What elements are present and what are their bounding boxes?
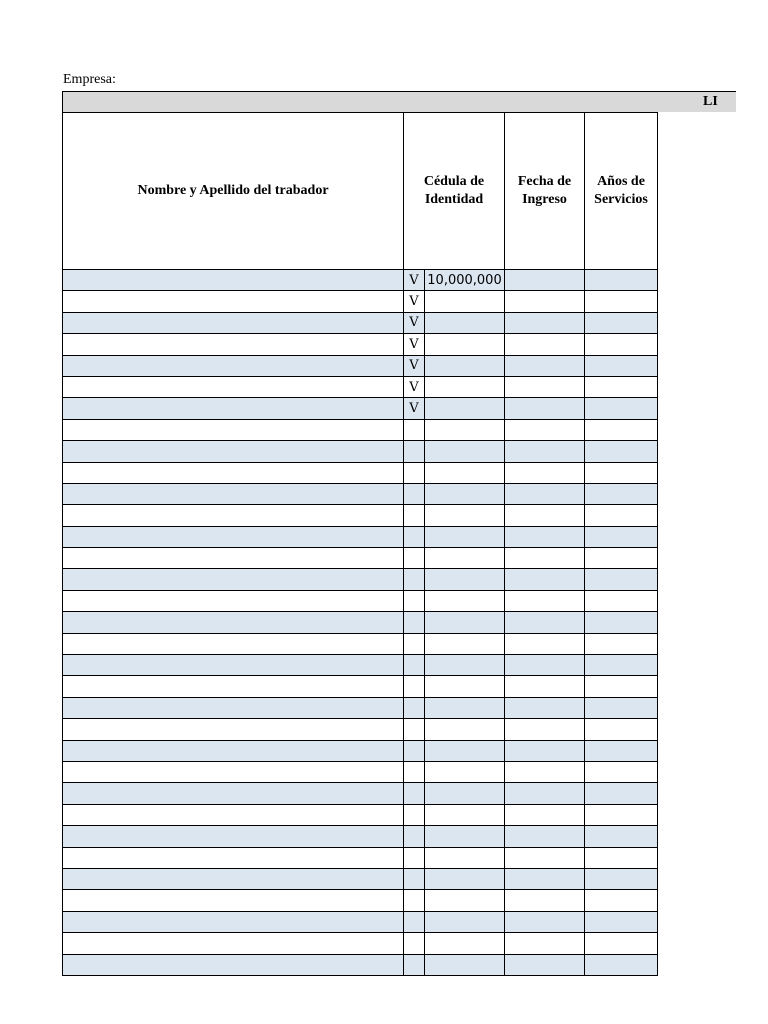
- cell-nombre[interactable]: [63, 548, 404, 569]
- cell-nombre[interactable]: [63, 761, 404, 782]
- cell-cedula[interactable]: [425, 334, 505, 355]
- table-row: [63, 655, 658, 676]
- table-row: [63, 569, 658, 590]
- cell-nacionalidad[interactable]: [404, 569, 425, 590]
- cell-cedula[interactable]: [425, 868, 505, 889]
- cell-fecha-ingreso[interactable]: [505, 441, 585, 462]
- cell-fecha-ingreso[interactable]: [505, 633, 585, 654]
- cell-nacionalidad[interactable]: V: [404, 355, 425, 376]
- table-row: [63, 419, 658, 440]
- cell-anos-servicio[interactable]: [585, 847, 658, 868]
- cell-cedula[interactable]: [425, 676, 505, 697]
- table-row: [63, 633, 658, 654]
- table-row: [63, 740, 658, 761]
- table-row: [63, 526, 658, 547]
- cell-nacionalidad[interactable]: [404, 419, 425, 440]
- cell-fecha-ingreso[interactable]: [505, 270, 585, 291]
- cell-fecha-ingreso[interactable]: [505, 847, 585, 868]
- cell-cedula[interactable]: [425, 548, 505, 569]
- table-row: [63, 676, 658, 697]
- cell-nombre[interactable]: [63, 312, 404, 333]
- cell-anos-servicio[interactable]: [585, 312, 658, 333]
- cell-anos-servicio[interactable]: [585, 612, 658, 633]
- cell-nombre[interactable]: [63, 334, 404, 355]
- col-header-anos: Años de Servicios: [585, 113, 658, 270]
- cell-nacionalidad[interactable]: [404, 890, 425, 911]
- cell-anos-servicio[interactable]: [585, 505, 658, 526]
- cell-nombre[interactable]: [63, 398, 404, 419]
- cell-anos-servicio[interactable]: [585, 526, 658, 547]
- col-header-cedula: Cédula de Identidad: [404, 113, 505, 270]
- table-row: [63, 590, 658, 611]
- cell-fecha-ingreso[interactable]: [505, 419, 585, 440]
- cell-cedula[interactable]: [425, 783, 505, 804]
- cell-fecha-ingreso[interactable]: [505, 719, 585, 740]
- table-body: [63, 270, 658, 976]
- cell-nacionalidad[interactable]: [404, 462, 425, 483]
- cell-fecha-ingreso[interactable]: [505, 826, 585, 847]
- cell-anos-servicio[interactable]: [585, 419, 658, 440]
- cell-nacionalidad[interactable]: [404, 676, 425, 697]
- cell-cedula[interactable]: [425, 826, 505, 847]
- cell-nombre[interactable]: [63, 933, 404, 954]
- table-row: [63, 890, 658, 911]
- cell-fecha-ingreso[interactable]: [505, 933, 585, 954]
- cell-anos-servicio[interactable]: [585, 291, 658, 312]
- cell-cedula[interactable]: [425, 462, 505, 483]
- cell-nombre[interactable]: [63, 847, 404, 868]
- cell-cedula[interactable]: [425, 804, 505, 825]
- cell-cedula[interactable]: [425, 612, 505, 633]
- cell-fecha-ingreso[interactable]: [505, 291, 585, 312]
- cell-nacionalidad[interactable]: V: [404, 270, 425, 291]
- cell-nacionalidad[interactable]: [404, 483, 425, 504]
- cell-anos-servicio[interactable]: [585, 954, 658, 975]
- cell-fecha-ingreso[interactable]: [505, 398, 585, 419]
- cell-anos-servicio[interactable]: [585, 933, 658, 954]
- cell-nacionalidad[interactable]: [404, 697, 425, 718]
- cell-nombre[interactable]: [63, 826, 404, 847]
- cell-nombre[interactable]: [63, 697, 404, 718]
- cell-anos-servicio[interactable]: [585, 376, 658, 397]
- cell-anos-servicio[interactable]: [585, 355, 658, 376]
- cell-anos-servicio[interactable]: [585, 676, 658, 697]
- cell-fecha-ingreso[interactable]: [505, 462, 585, 483]
- cell-nombre[interactable]: [63, 419, 404, 440]
- cell-fecha-ingreso[interactable]: [505, 740, 585, 761]
- cell-nombre[interactable]: [63, 291, 404, 312]
- cell-nombre[interactable]: [63, 462, 404, 483]
- cell-fecha-ingreso[interactable]: [505, 334, 585, 355]
- cell-fecha-ingreso[interactable]: [505, 868, 585, 889]
- cell-nacionalidad[interactable]: [404, 526, 425, 547]
- cell-cedula[interactable]: [425, 419, 505, 440]
- cell-cedula[interactable]: 10,000,000: [425, 270, 505, 291]
- table-row: [63, 868, 658, 889]
- cell-fecha-ingreso[interactable]: [505, 612, 585, 633]
- table-row: [63, 612, 658, 633]
- table-row: [63, 548, 658, 569]
- cell-cedula[interactable]: [425, 719, 505, 740]
- cell-nombre[interactable]: [63, 868, 404, 889]
- table-row: [63, 826, 658, 847]
- cell-nacionalidad[interactable]: [404, 633, 425, 654]
- cell-nombre[interactable]: [63, 719, 404, 740]
- table-row: [63, 441, 658, 462]
- cell-nacionalidad[interactable]: [404, 804, 425, 825]
- cell-cedula[interactable]: [425, 761, 505, 782]
- cell-cedula[interactable]: [425, 355, 505, 376]
- cell-nacionalidad[interactable]: [404, 719, 425, 740]
- cell-fecha-ingreso[interactable]: [505, 676, 585, 697]
- cell-anos-servicio[interactable]: [585, 868, 658, 889]
- cell-nombre[interactable]: [63, 526, 404, 547]
- table-row: [63, 312, 658, 333]
- cell-nacionalidad[interactable]: V: [404, 312, 425, 333]
- cell-nombre[interactable]: [63, 483, 404, 504]
- cell-anos-servicio[interactable]: [585, 462, 658, 483]
- cell-fecha-ingreso[interactable]: [505, 804, 585, 825]
- cell-fecha-ingreso[interactable]: [505, 761, 585, 782]
- cell-cedula[interactable]: [425, 655, 505, 676]
- cell-nombre[interactable]: [63, 655, 404, 676]
- cell-cedula[interactable]: [425, 441, 505, 462]
- cell-anos-servicio[interactable]: [585, 761, 658, 782]
- cell-fecha-ingreso[interactable]: [505, 483, 585, 504]
- cell-fecha-ingreso[interactable]: [505, 783, 585, 804]
- cell-nombre[interactable]: [63, 783, 404, 804]
- cell-nacionalidad[interactable]: [404, 655, 425, 676]
- cell-anos-servicio[interactable]: [585, 483, 658, 504]
- cell-cedula[interactable]: [425, 398, 505, 419]
- cell-anos-servicio[interactable]: [585, 633, 658, 654]
- cell-cedula[interactable]: [425, 954, 505, 975]
- table-row: [63, 355, 658, 376]
- col-header-nombre: Nombre y Apellido del trabador: [63, 113, 404, 270]
- banner-title: LI: [703, 94, 718, 109]
- cell-cedula[interactable]: [425, 911, 505, 932]
- cell-anos-servicio[interactable]: [585, 719, 658, 740]
- title-banner: [62, 91, 736, 112]
- table-row: [63, 761, 658, 782]
- cell-nacionalidad[interactable]: [404, 826, 425, 847]
- cell-nacionalidad[interactable]: [404, 441, 425, 462]
- cell-cedula[interactable]: [425, 483, 505, 504]
- cell-nombre[interactable]: [63, 569, 404, 590]
- cell-cedula[interactable]: [425, 933, 505, 954]
- cell-nombre[interactable]: [63, 270, 404, 291]
- table-row: [63, 505, 658, 526]
- table-row: [63, 398, 658, 419]
- cell-nombre[interactable]: [63, 676, 404, 697]
- table-row: [63, 933, 658, 954]
- table-row: [63, 334, 658, 355]
- cell-anos-servicio[interactable]: [585, 655, 658, 676]
- cell-nacionalidad[interactable]: [404, 505, 425, 526]
- cell-nacionalidad[interactable]: V: [404, 376, 425, 397]
- table-row: [63, 483, 658, 504]
- cell-nacionalidad[interactable]: [404, 612, 425, 633]
- cell-cedula[interactable]: [425, 291, 505, 312]
- table-row: [63, 291, 658, 312]
- cell-fecha-ingreso[interactable]: [505, 355, 585, 376]
- table-row: [63, 376, 658, 397]
- cell-fecha-ingreso[interactable]: [505, 505, 585, 526]
- cell-nombre[interactable]: [63, 890, 404, 911]
- cell-cedula[interactable]: [425, 847, 505, 868]
- cell-cedula[interactable]: [425, 569, 505, 590]
- cell-nombre[interactable]: [63, 441, 404, 462]
- cell-cedula[interactable]: [425, 526, 505, 547]
- cell-fecha-ingreso[interactable]: [505, 954, 585, 975]
- cell-anos-servicio[interactable]: [585, 740, 658, 761]
- cell-fecha-ingreso[interactable]: [505, 697, 585, 718]
- cell-nombre[interactable]: [63, 740, 404, 761]
- table-row: [63, 783, 658, 804]
- cell-nacionalidad[interactable]: [404, 548, 425, 569]
- cell-nombre[interactable]: [63, 590, 404, 611]
- cell-anos-servicio[interactable]: [585, 826, 658, 847]
- cell-fecha-ingreso[interactable]: [505, 890, 585, 911]
- cell-fecha-ingreso[interactable]: [505, 590, 585, 611]
- cell-nacionalidad[interactable]: [404, 761, 425, 782]
- cell-nacionalidad[interactable]: [404, 740, 425, 761]
- empresa-label: Empresa:: [63, 72, 116, 87]
- cell-nacionalidad[interactable]: V: [404, 398, 425, 419]
- table-row: [63, 697, 658, 718]
- cell-cedula[interactable]: [425, 697, 505, 718]
- cell-fecha-ingreso[interactable]: [505, 526, 585, 547]
- table-row: [63, 270, 658, 291]
- cell-anos-servicio[interactable]: [585, 334, 658, 355]
- cell-nacionalidad[interactable]: [404, 911, 425, 932]
- cell-anos-servicio[interactable]: [585, 398, 658, 419]
- cell-nombre[interactable]: [63, 355, 404, 376]
- table-row: [63, 954, 658, 975]
- cell-nacionalidad[interactable]: [404, 868, 425, 889]
- table-row: [63, 911, 658, 932]
- cell-fecha-ingreso[interactable]: [505, 548, 585, 569]
- cell-anos-servicio[interactable]: [585, 441, 658, 462]
- cell-nacionalidad[interactable]: [404, 954, 425, 975]
- cell-cedula[interactable]: [425, 376, 505, 397]
- table-row: [63, 847, 658, 868]
- cell-fecha-ingreso[interactable]: [505, 911, 585, 932]
- cell-anos-servicio[interactable]: [585, 569, 658, 590]
- cell-nacionalidad[interactable]: [404, 783, 425, 804]
- cell-fecha-ingreso[interactable]: [505, 376, 585, 397]
- cell-anos-servicio[interactable]: [585, 697, 658, 718]
- cell-anos-servicio[interactable]: [585, 270, 658, 291]
- workers-table: [62, 112, 658, 976]
- table-row: [63, 719, 658, 740]
- cell-cedula[interactable]: [425, 312, 505, 333]
- cell-cedula[interactable]: [425, 505, 505, 526]
- cell-cedula[interactable]: [425, 890, 505, 911]
- cell-nacionalidad[interactable]: [404, 847, 425, 868]
- cell-nacionalidad[interactable]: V: [404, 334, 425, 355]
- cell-anos-servicio[interactable]: [585, 548, 658, 569]
- cell-nombre[interactable]: [63, 376, 404, 397]
- cell-nombre[interactable]: [63, 612, 404, 633]
- cell-anos-servicio[interactable]: [585, 804, 658, 825]
- cell-anos-servicio[interactable]: [585, 911, 658, 932]
- cell-anos-servicio[interactable]: [585, 783, 658, 804]
- cell-nombre[interactable]: [63, 954, 404, 975]
- cell-nombre[interactable]: [63, 505, 404, 526]
- cell-fecha-ingreso[interactable]: [505, 569, 585, 590]
- cell-fecha-ingreso[interactable]: [505, 655, 585, 676]
- cell-fecha-ingreso[interactable]: [505, 312, 585, 333]
- cell-cedula[interactable]: [425, 740, 505, 761]
- col-header-fecha: Fecha de Ingreso: [505, 113, 585, 270]
- cell-nombre[interactable]: [63, 911, 404, 932]
- cell-nombre[interactable]: [63, 633, 404, 654]
- cell-anos-servicio[interactable]: [585, 590, 658, 611]
- cell-cedula[interactable]: [425, 633, 505, 654]
- table-header-row: [63, 113, 658, 270]
- cell-nacionalidad[interactable]: V: [404, 291, 425, 312]
- cell-cedula[interactable]: [425, 590, 505, 611]
- cell-nombre[interactable]: [63, 804, 404, 825]
- table-row: [63, 462, 658, 483]
- cell-anos-servicio[interactable]: [585, 890, 658, 911]
- cell-nacionalidad[interactable]: [404, 933, 425, 954]
- table-row: [63, 804, 658, 825]
- cell-nacionalidad[interactable]: [404, 590, 425, 611]
